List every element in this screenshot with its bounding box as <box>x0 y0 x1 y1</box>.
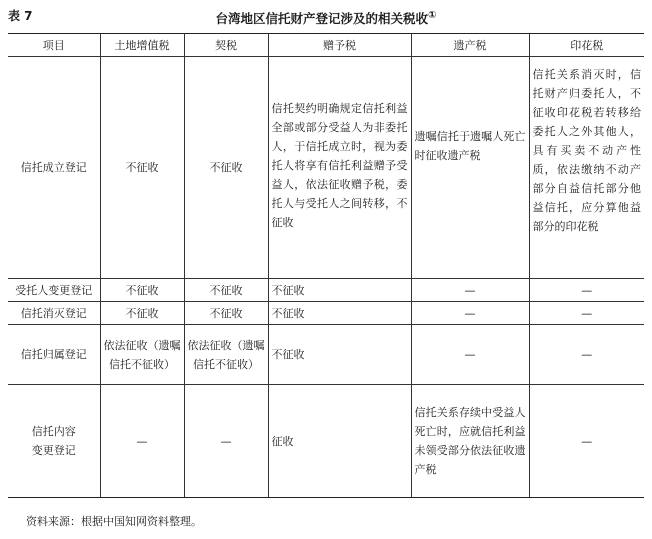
stamp-tax-cell: — <box>529 302 644 325</box>
stamp-tax-cell: 信托关系消灭时，信托财产归委托人，不征收印花税若转移给委托人之外其他人，具有买卖不动产性质，依法缴纳不动产部分自益信托部分他益信托，应分算他益部分的印花税 <box>529 57 644 279</box>
row-item-cell: 受托人变更登记 <box>8 279 100 302</box>
estate-tax-cell: 信托关系存续中受益人死亡时，应就信托利益未领受部分依法征收遗产税 <box>411 385 529 498</box>
estate-tax-cell: — <box>411 302 529 325</box>
estate-tax-cell: 遗嘱信托于遗嘱人死亡时征收遗产税 <box>411 57 529 279</box>
estate-tax-cell: — <box>411 325 529 385</box>
land-value-tax-cell: 依法征收（遗嘱信托不征收） <box>100 325 184 385</box>
stamp-tax-cell: — <box>529 279 644 302</box>
deed-tax-cell: 不征收 <box>184 57 268 279</box>
header-item: 项目 <box>8 34 100 57</box>
land-value-tax-cell: 不征收 <box>100 279 184 302</box>
table-caption <box>8 6 644 26</box>
deed-tax-cell: — <box>184 385 268 498</box>
table-number: 表 7 <box>8 9 33 23</box>
land-value-tax-cell: 不征收 <box>100 302 184 325</box>
table-title-text: 台湾地区信托财产登记涉及的相关税收 <box>215 11 429 27</box>
row-item-line: 信托内容 <box>31 425 76 438</box>
gift-tax-cell: 不征收 <box>268 279 411 302</box>
row-item-cell: 信托消灭登记 <box>8 302 100 325</box>
land-value-tax-cell: — <box>100 385 184 498</box>
gift-tax-cell: 不征收 <box>268 325 411 385</box>
header-deed-tax: 契税 <box>184 34 268 57</box>
table-row <box>8 325 644 385</box>
row-item-line: 变更登记 <box>31 444 76 457</box>
stamp-tax-cell: — <box>529 325 644 385</box>
deed-tax-cell: 依法征收（遗嘱信托不征收） <box>184 325 268 385</box>
gift-tax-cell: 不征收 <box>268 302 411 325</box>
row-item-cell <box>8 385 100 498</box>
header-stamp-tax: 印花税 <box>529 34 644 57</box>
header-estate-tax: 遗产税 <box>411 34 529 57</box>
table-row <box>8 302 644 325</box>
row-item-cell: 信托成立登记 <box>8 57 100 279</box>
footnote-marker: ① <box>428 10 437 21</box>
table-header-row <box>8 34 644 57</box>
table-row <box>8 57 644 279</box>
header-land-value-tax: 土地增值税 <box>100 34 184 57</box>
stamp-tax-cell: — <box>529 385 644 498</box>
table-row <box>8 385 644 498</box>
header-gift-tax: 赠予税 <box>268 34 411 57</box>
table-row <box>8 279 644 302</box>
gift-tax-cell: 征收 <box>268 385 411 498</box>
deed-tax-cell: 不征收 <box>184 302 268 325</box>
tax-table <box>8 33 644 498</box>
deed-tax-cell: 不征收 <box>184 279 268 302</box>
estate-tax-cell: — <box>411 279 529 302</box>
source-note: 资料来源：根据中国知网资料整理。 <box>26 515 202 528</box>
land-value-tax-cell: 不征收 <box>100 57 184 279</box>
table-title <box>8 6 644 29</box>
gift-tax-cell: 信托契约明确规定信托利益全部或部分受益人为非委托人，于信托成立时，视为委托人将享有信托利益赠予受益人，依法征收赠予税，委托人与受托人之间转移，不征收 <box>268 57 411 279</box>
row-item-cell: 信托归属登记 <box>8 325 100 385</box>
